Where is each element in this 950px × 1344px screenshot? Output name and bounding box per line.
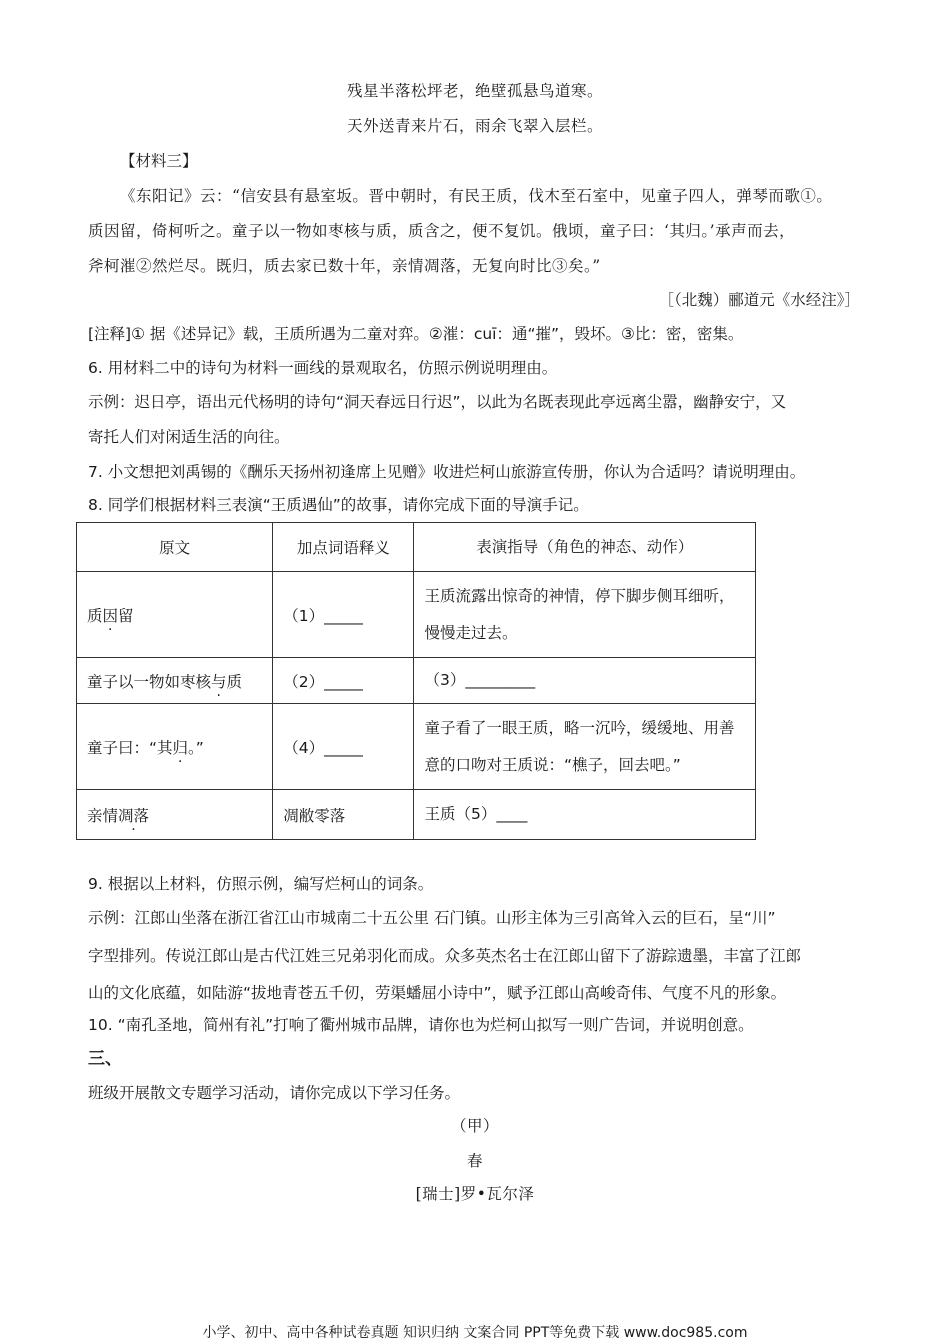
table-header-row: [77, 523, 756, 572]
material3-paragraph-1: 《东阳记》云：“信安县有悬室坂。晋中朝时，有民王质，伐木至石室中，见童子四人，弹琴而歌①。: [120, 187, 833, 205]
original-text-cell: 质因留: [77, 572, 273, 658]
table-row: [77, 790, 756, 840]
director-notes-table: [76, 522, 756, 840]
table-row: [77, 704, 756, 790]
question-7: 7. 小文想把刘禹锡的《酬乐天扬州初逢席上见赠》收进烂柯山旅游宣传册，你认为合适吗？请说明理由。: [88, 463, 806, 481]
dotted-word: 与: [211, 672, 227, 691]
question-6: 6. 用材料二中的诗句为材料一画线的景观取名，仿照示例说明理由。: [88, 359, 558, 377]
guidance-cell: 王质流露出惊奇的神情，停下脚步侧耳细听，慢慢走过去。: [414, 572, 756, 658]
material3-source: ［（北魏）郦道元《水经注》］: [658, 291, 860, 309]
material3-heading: 【材料三】: [120, 152, 198, 170]
question-6-example-line-1: 示例：迟日亭，语出元代杨明的诗句“洞天春远日行迟”，以此为名既表现此亭远离尘嚣，幽静安宁，又: [88, 393, 787, 411]
table-row: [77, 572, 756, 658]
table-header-guidance: 表演指导（角色的神态、动作）: [414, 523, 756, 572]
section-3-intro: 班级开展散文专题学习活动，请你完成以下学习任务。: [88, 1084, 461, 1102]
passage-label: （甲）: [450, 1117, 499, 1135]
poem-line-2: 天外送青来片石，雨余飞翠入层栏。: [346, 117, 603, 135]
footer-banner: 小学、初中、高中各种试卷真题 知识归纳 文案合同 PPT等免费下载 www.doc985.com: [202, 1325, 748, 1341]
question-9-example-line-1: 示例：江郎山坐落在浙江省江山市城南二十五公里 石门镇。山形主体为三引高耸入云的巨石，呈“川”: [88, 909, 776, 927]
table-row: [77, 658, 756, 704]
section-3-heading: 三、: [88, 1049, 122, 1069]
meaning-cell: （4）_____: [273, 704, 414, 790]
passage-title: 春: [466, 1152, 483, 1170]
material3-paragraph-3: 斧柯漼②然烂尽。既归，质去家已数十年，亲情凋落，无复向时比③矣。”: [88, 257, 601, 275]
question-8: 8. 同学们根据材料三表演“王质遇仙”的故事，请你完成下面的导演手记。: [88, 496, 589, 514]
dotted-word: 因: [102, 606, 119, 625]
question-6-example-line-2: 寄托人们对闲适生活的向往。: [88, 428, 290, 446]
question-9-example-line-3: 山的文化底蕴，如陆游“拔地青苍五千仞，劳渠蟠屈小诗中”，赋予江郎山高峻奇伟、气度不凡的形象。: [88, 984, 787, 1002]
poem-line-1: 残星半落松坪老，绝壁孤悬鸟道寒。: [346, 82, 603, 100]
dotted-word: 凋落: [118, 806, 150, 825]
original-text-cell: 童子曰：“其归。”: [77, 704, 273, 790]
passage-author: [瑞士]罗•瓦尔泽: [415, 1185, 535, 1203]
meaning-cell: 凋敝零落: [273, 790, 414, 840]
original-text-cell: 亲情凋落: [77, 790, 273, 840]
guidance-cell: 童子看了一眼王质，略一沉吟，缓缓地、用善意的口吻对王质说：“樵子，回去吧。”: [414, 704, 756, 790]
meaning-cell: （1）_____: [273, 572, 414, 658]
material3-notes: [注释]① 据《述异记》载，王质所遇为二童对弈。②漼：cuī：通“摧”，毁坏。③比：密，密集。: [88, 325, 744, 343]
question-9-example-line-2: 字型排列。传说江郎山是古代江姓三兄弟羽化而成。众多英杰名士在江郎山留下了游踪遗墨，丰富了江郎: [88, 947, 802, 965]
question-9: 9. 根据以上材料，仿照示例，编写烂柯山的词条。: [88, 875, 434, 893]
dotted-word: 归: [172, 738, 189, 757]
guidance-cell: 王质（5）____: [414, 790, 756, 840]
table-header-original: 原文: [77, 523, 273, 572]
question-10: 10. “南孔圣地，简州有礼”打响了衢州城市品牌，请你也为烂柯山拟写一则广告词，并说明创意。: [88, 1016, 754, 1034]
guidance-cell: （3）_________: [414, 658, 756, 704]
meaning-cell: （2）_____: [273, 658, 414, 704]
material3-paragraph-2: 质因留，倚柯听之。童子以一物如枣核与质，质含之，便不复饥。俄顷，童子曰：‘其归。’承声而去，: [88, 222, 796, 240]
original-text-cell: 童子以一物如枣核与质: [77, 658, 273, 704]
table-header-meaning: 加点词语释义: [273, 523, 414, 572]
